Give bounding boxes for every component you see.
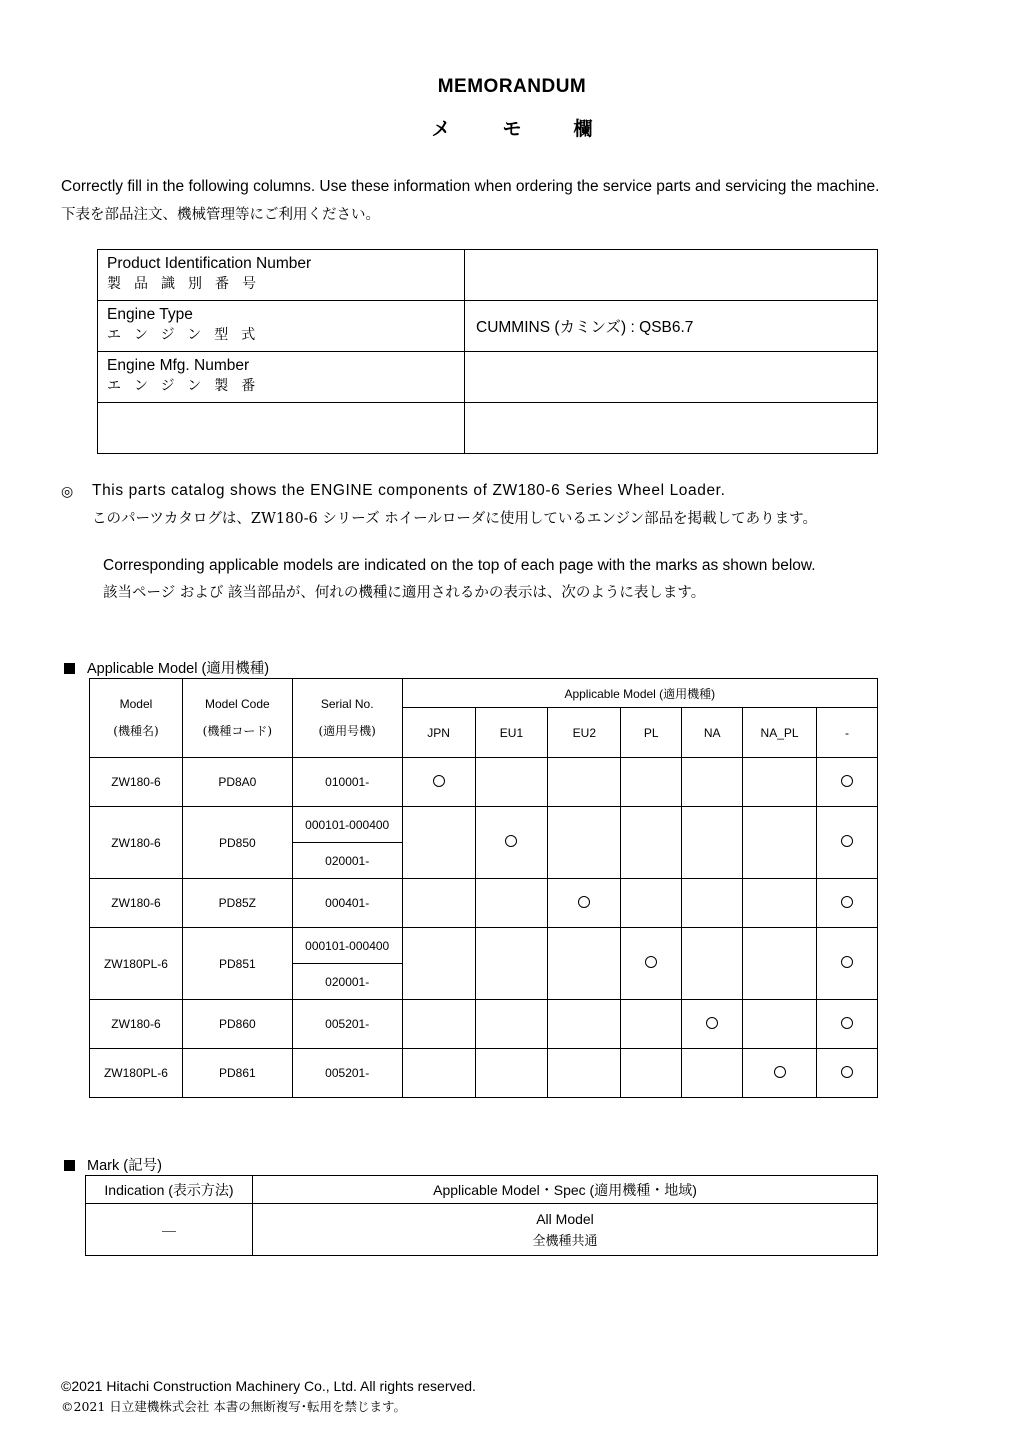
region-mark-cell bbox=[475, 758, 548, 807]
catalog-note-en: This parts catalog shows the ENGINE components of ZW180-6 Series Wheel Loader. bbox=[92, 482, 726, 499]
title-jp-char: 欄 bbox=[573, 119, 593, 140]
engine-mfg-number-value[interactable] bbox=[465, 352, 878, 403]
row-label-en: Product Identification Number bbox=[107, 255, 312, 272]
model-cell: ZW180-6 bbox=[90, 807, 183, 879]
engine-type-value[interactable]: CUMMINS (カミンズ) : QSB6.7 bbox=[465, 301, 878, 352]
model-cell: ZW180-6 bbox=[90, 879, 183, 928]
region-mark-cell bbox=[682, 758, 743, 807]
region-mark-cell bbox=[475, 807, 548, 879]
circle-mark-icon bbox=[841, 835, 853, 847]
row-label-en: Engine Mfg. Number bbox=[107, 357, 250, 374]
region-mark-cell bbox=[548, 1000, 621, 1049]
model-cell: ZW180PL-6 bbox=[90, 1049, 183, 1098]
page-title-jp bbox=[0, 114, 1024, 141]
region-mark-cell bbox=[682, 1000, 743, 1049]
region-mark-cell bbox=[743, 879, 817, 928]
col-header-applicable: Applicable Model (適用機種) bbox=[402, 679, 877, 708]
section-title: Mark (記号) bbox=[87, 1158, 162, 1174]
mark-section-header bbox=[64, 1154, 162, 1175]
table-row bbox=[90, 758, 878, 807]
model-cell: ZW180-6 bbox=[90, 758, 183, 807]
circle-mark-icon bbox=[841, 956, 853, 968]
serial-cell: 010001- bbox=[292, 758, 402, 807]
serial-cell: 020001- bbox=[292, 843, 402, 879]
region-mark-cell bbox=[817, 928, 878, 1000]
circle-mark-icon bbox=[645, 956, 657, 968]
table-row bbox=[90, 807, 878, 843]
serial-cell: 005201- bbox=[292, 1000, 402, 1049]
region-mark-cell bbox=[548, 879, 621, 928]
table-row bbox=[98, 301, 878, 352]
region-mark-cell bbox=[621, 879, 682, 928]
region-mark-cell bbox=[402, 1000, 475, 1049]
region-mark-cell bbox=[817, 758, 878, 807]
models-note-en: Corresponding applicable models are indicated on the top of each page with the marks as shown below. bbox=[103, 557, 816, 574]
table-cell bbox=[98, 301, 465, 352]
intro-text-jp: 下表を部品注文、機械管理等にご利用ください。 bbox=[61, 207, 380, 223]
model-rows bbox=[90, 758, 878, 1098]
col-header-model-code bbox=[182, 679, 292, 758]
region-mark-cell bbox=[621, 807, 682, 879]
applicable-model-table bbox=[89, 678, 878, 1098]
model-code-cell: PD850 bbox=[182, 807, 292, 879]
intro-text-en: Correctly fill in the following columns. Use these information when ordering the service parts and servicing the machine. bbox=[61, 178, 880, 195]
region-mark-cell bbox=[548, 807, 621, 879]
catalog-note-jp: このパーツカタログは、ZW180-6 シリーズ ホイールローダに使用しているエンジン部品を掲載してあります。 bbox=[92, 511, 818, 527]
region-mark-cell bbox=[817, 1000, 878, 1049]
region-header: NA bbox=[682, 708, 743, 758]
serial-cell: 005201- bbox=[292, 1049, 402, 1098]
table-row bbox=[90, 1000, 878, 1049]
region-mark-cell bbox=[743, 758, 817, 807]
serial-cell: 000401- bbox=[292, 879, 402, 928]
serial-cell: 000101-000400 bbox=[292, 807, 402, 843]
model-cell: ZW180PL-6 bbox=[90, 928, 183, 1000]
region-mark-cell bbox=[402, 807, 475, 879]
col-header-serial bbox=[292, 679, 402, 758]
copyright-en: ©2021 Hitachi Construction Machinery Co., Ltd. All rights reserved. bbox=[61, 1378, 476, 1394]
model-code-cell: PD860 bbox=[182, 1000, 292, 1049]
spec-cell bbox=[253, 1204, 878, 1256]
col-header-spec: Applicable Model・Spec (適用機種・地域) bbox=[253, 1176, 878, 1204]
serial-cell: 000101-000400 bbox=[292, 928, 402, 964]
header-label: Model Code bbox=[204, 697, 270, 711]
identification-table bbox=[97, 249, 878, 454]
square-bullet-icon bbox=[64, 663, 75, 674]
model-cell: ZW180-6 bbox=[90, 1000, 183, 1049]
region-mark-cell bbox=[475, 1000, 548, 1049]
applicable-model-header bbox=[64, 657, 269, 678]
table-cell bbox=[98, 352, 465, 403]
region-mark-cell bbox=[817, 807, 878, 879]
region-mark-cell bbox=[682, 928, 743, 1000]
region-header: PL bbox=[621, 708, 682, 758]
table-header-row bbox=[86, 1176, 878, 1204]
region-header: EU1 bbox=[475, 708, 548, 758]
square-bullet-icon bbox=[64, 1160, 75, 1171]
region-mark-cell bbox=[621, 1000, 682, 1049]
row-label-jp: 製品識別番号 bbox=[107, 276, 269, 292]
model-code-cell: PD851 bbox=[182, 928, 292, 1000]
double-circle-mark: ◎ bbox=[61, 484, 74, 500]
region-mark-cell bbox=[402, 879, 475, 928]
header-label-jp: (適用号機) bbox=[318, 724, 376, 738]
region-mark-cell bbox=[743, 928, 817, 1000]
region-mark-cell bbox=[548, 758, 621, 807]
circle-mark-icon bbox=[505, 835, 517, 847]
region-mark-cell bbox=[402, 928, 475, 1000]
region-header: - bbox=[817, 708, 878, 758]
row-label-en: Engine Type bbox=[107, 306, 193, 323]
circle-mark-icon bbox=[841, 1066, 853, 1078]
mark-table bbox=[85, 1175, 878, 1256]
table-cell bbox=[98, 250, 465, 301]
col-header-indication: Indication (表示方法) bbox=[86, 1176, 253, 1204]
blank-label-cell bbox=[98, 403, 465, 454]
circle-mark-icon bbox=[841, 1017, 853, 1029]
region-mark-cell bbox=[817, 879, 878, 928]
table-row bbox=[90, 928, 878, 964]
region-mark-cell bbox=[475, 928, 548, 1000]
region-mark-cell bbox=[475, 879, 548, 928]
title-jp-char: メ bbox=[431, 119, 451, 140]
region-mark-cell bbox=[682, 1049, 743, 1098]
table-row bbox=[98, 352, 878, 403]
title-jp-char: モ bbox=[502, 119, 522, 140]
spec-en: All Model bbox=[536, 1210, 594, 1227]
circle-mark-icon bbox=[433, 775, 445, 787]
table-row bbox=[98, 250, 878, 301]
page-title: MEMORANDUM bbox=[437, 76, 587, 97]
region-mark-cell bbox=[682, 807, 743, 879]
table-row bbox=[90, 879, 878, 928]
section-title: Applicable Model (適用機種) bbox=[87, 661, 270, 677]
models-note-jp: 該当ページ および 該当部品が、何れの機種に適用されるかの表示は、次のように表します。 bbox=[103, 585, 706, 601]
region-mark-cell bbox=[621, 758, 682, 807]
header-label: Model bbox=[119, 697, 153, 711]
region-mark-cell bbox=[402, 758, 475, 807]
region-header: JPN bbox=[402, 708, 475, 758]
circle-mark-icon bbox=[706, 1017, 718, 1029]
region-header: EU2 bbox=[548, 708, 621, 758]
table-row bbox=[98, 403, 878, 454]
product-id-value[interactable] bbox=[465, 250, 878, 301]
header-label-jp: (機種コード) bbox=[202, 724, 273, 738]
circle-mark-icon bbox=[841, 896, 853, 908]
region-mark-cell bbox=[548, 928, 621, 1000]
row-label-jp: エンジン型式 bbox=[107, 327, 269, 343]
blank-value-cell[interactable] bbox=[465, 403, 878, 454]
region-mark-cell bbox=[475, 1049, 548, 1098]
table-row bbox=[86, 1204, 878, 1256]
circle-mark-icon bbox=[774, 1066, 786, 1078]
model-code-cell: PD8A0 bbox=[182, 758, 292, 807]
table-row bbox=[90, 1049, 878, 1098]
region-mark-cell bbox=[621, 928, 682, 1000]
copyright-jp: ©2021 日立建機株式会社 本書の無断複写･転用を禁じます。 bbox=[61, 1399, 407, 1414]
header-label-jp: (機種名) bbox=[113, 724, 159, 738]
col-header-model bbox=[90, 679, 183, 758]
model-code-cell: PD85Z bbox=[182, 879, 292, 928]
row-label-jp: エンジン製番 bbox=[107, 378, 269, 394]
region-mark-cell bbox=[548, 1049, 621, 1098]
model-code-cell: PD861 bbox=[182, 1049, 292, 1098]
region-mark-cell bbox=[743, 1049, 817, 1098]
table-header-row bbox=[90, 679, 878, 708]
region-mark-cell bbox=[817, 1049, 878, 1098]
header-label: Serial No. bbox=[320, 697, 374, 711]
region-mark-cell bbox=[682, 879, 743, 928]
region-mark-cell bbox=[402, 1049, 475, 1098]
circle-mark-icon bbox=[841, 775, 853, 787]
indication-dash: — bbox=[86, 1204, 253, 1256]
region-header: NA_PL bbox=[743, 708, 817, 758]
region-mark-cell bbox=[621, 1049, 682, 1098]
region-mark-cell bbox=[743, 1000, 817, 1049]
spec-jp: 全機種共通 bbox=[532, 1233, 598, 1249]
serial-cell: 020001- bbox=[292, 964, 402, 1000]
region-mark-cell bbox=[743, 807, 817, 879]
circle-mark-icon bbox=[578, 896, 590, 908]
